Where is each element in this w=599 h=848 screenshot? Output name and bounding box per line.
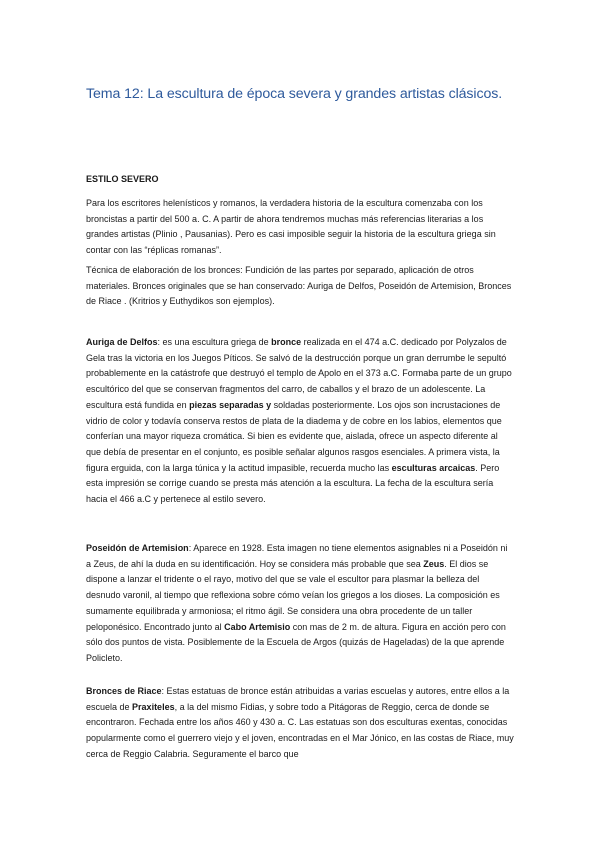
paragraph-auriga: [86, 335, 514, 508]
text: realizada en el 474 a.C. dedicado por Polyzalos de Gela tras la victoria en los Juegos Píticos. Se salvó de la destrucción porque un gran derrumbe le sepultó probablemente en la catástrofe que destruyó el templo de Apolo en el 373 a.C. Formaba parte de un grupo escultórico del que se conservan fragmentos del carro, de caballos y el brazo de un adolescente. La escultura está fundida en: [86, 337, 512, 410]
paragraph-riace: [86, 684, 514, 763]
text: : es una escultura griega de: [157, 337, 272, 347]
page-title: Tema 12: La escultura de época severa y grandes artistas clásicos.: [86, 86, 503, 102]
term-zeus: Zeus: [423, 558, 445, 569]
text: : Aparece en 1928. Esta imagen no tiene elementos asignables ni a Poseidón ni a Zeus, de ahí la duda en su identificación. Hoy se considera más probable que sea: [86, 543, 508, 569]
term-esculturas-arcaicas: esculturas arcaicas: [391, 462, 476, 473]
text: con mas de 2 m. de altura. Figura en acción pero con sólo dos puntos de vista. Posiblemente de la Escuela de Argos (quizás de Hageladas) de la que aprende Policleto.: [86, 621, 506, 663]
term-piezas-separadas: piezas separadas y: [189, 399, 272, 410]
paragraph-poseidon: [86, 541, 514, 667]
text: . El dios se dispone a lanzar el tridente o el rayo, motivo del que se vale el escultor para plasmar la belleza del desnudo varonil, al tiempo que reflexiona sobre cómo veían los griegos a los dioses. La composición es sumamente equilibrada y armoniosa; el ritmo ágil. Se considera una obra procedente de un taller peloponésico. Encontrado junto al: [86, 558, 500, 632]
text: soldadas posteriormente. Los ojos son incrustaciones de vidrio de color y todavía conserva restos de plata de la diadema y de cobre en los labios, elementos que conferían una mayor riqueza cromática. Si bien es evidente que, aislada, ofrece un aspecto diferente al que debía de presentar en el conjunto, es posible señalar algunos rasgos esenciales. A primera vista, la figura erguida, con la larga túnica y la actitud impasible, recuerda mucho las: [86, 399, 502, 473]
term-bronce: bronce: [271, 337, 302, 347]
term-auriga: Auriga de Delfos: [86, 337, 158, 347]
paragraph-technique: Técnica de elaboración de los bronces: Fundición de las partes por separado, aplicación de otros materiales. Bronces originales que se han conservado: Auriga de Delfos, Poseidón de Artemision, Bronces de Riace . (Kritrios y Euthydikos son ejemplos).: [86, 265, 512, 307]
paragraph-intro: Para los escritores helenísticos y romanos, la verdadera historia de la escultura comenzaba con los broncistas a partir del 500 a. C. A partir de ahora tendremos muchas más referencias literarias a los grandes artistas (Plinio , Pausanias). Pero es casi imposible seguir la historia de la escultura griega sin contar con las “réplicas romanas”.: [86, 198, 496, 256]
text: : Estas estatuas de bronce están atribuidas a varias escuelas y autores, entre ellos a la escuela de: [86, 686, 510, 712]
term-praxiteles: Praxiteles: [132, 701, 175, 712]
term-poseidon: Poseidón de Artemision: [86, 543, 189, 553]
text: , a la del mismo Fidias, y sobre todo a Pitágoras de Reggio, cerca de donde se encontraron. Fechada entre los años 460 y 430 a. C. Las estatuas son dos esculturas exentas, conocidas popularmente como el guerrero viejo y el joven, encontradas en el Mar Jónico, en las costas de Riace, muy cerca de Reggio Calabria. Seguramente el barco que: [86, 701, 514, 759]
term-riace: Bronces de Riace: [86, 686, 162, 696]
text: . Pero esta impresión se corrige cuando se presta más atención a la escultura. La fecha de la escultura sería hacia el 466 a.C y pertenece al estilo severo.: [86, 462, 500, 505]
section-heading: ESTILO SEVERO: [86, 174, 159, 184]
term-cabo-artemisio: Cabo Artemisio: [224, 621, 291, 632]
